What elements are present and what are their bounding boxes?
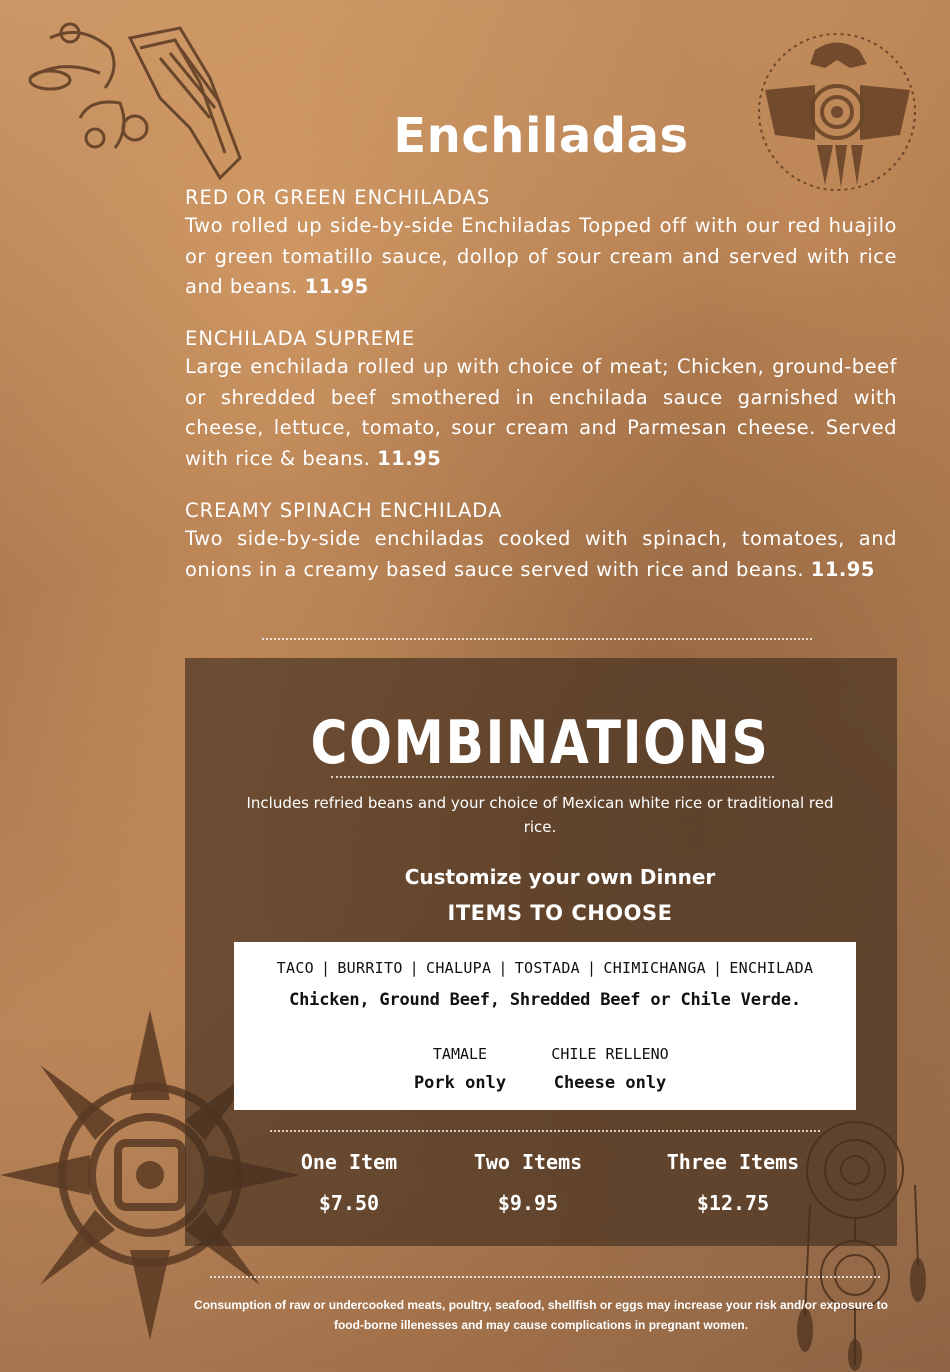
item-name: ENCHILADA SUPREME — [185, 327, 416, 350]
item-types-list: TACO | BURRITO | CHALUPA | TOSTADA | CHIMICHANGA | ENCHILADA — [276, 959, 814, 977]
item-type: ENCHILADA — [729, 959, 814, 977]
customize-title: Customize your own Dinner — [404, 865, 716, 889]
menu-item — [185, 326, 897, 474]
item-price: 11.95 — [304, 275, 369, 298]
item-description: Two rolled up side-by-side Enchiladas Topped off with our red huajilo or green tomatillo sauce, dollop of sour cream and served with rice and beans. 11.95 — [185, 214, 897, 298]
extra-item — [540, 1045, 680, 1093]
price-option-label: One Item — [300, 1150, 398, 1174]
dotted-divider — [270, 1130, 820, 1132]
extra-item-note: Cheese only — [553, 1073, 667, 1093]
dotted-divider — [262, 638, 812, 640]
extra-item-name: CHILE RELLENO — [551, 1045, 669, 1063]
price-option-amount: $9.95 — [497, 1191, 559, 1215]
items-box — [234, 942, 856, 1110]
price-option-label: Three Items — [666, 1150, 800, 1174]
price-option-label: Two Items — [473, 1150, 583, 1174]
item-description: Large enchilada rolled up with choice of meat; Chicken, ground-beef or shredded beef smothered in enchilada sauce garnished with cheese, lettuce, tomato, sour cream and Parmesan cheese. Served with rice & beans. 11.95 — [185, 355, 897, 470]
extra-item-note: Pork only — [413, 1073, 507, 1093]
price-option — [633, 1150, 833, 1215]
combinations-title: COMBINATIONS — [310, 708, 770, 778]
item-name: CREAMY SPINACH ENCHILADA — [185, 499, 503, 522]
menu-item — [185, 185, 897, 303]
item-type: BURRITO — [337, 959, 403, 977]
items-to-choose-title: ITEMS TO CHOOSE — [447, 901, 673, 925]
disclaimer: Consumption of raw or undercooked meats, poultry, seafood, shellfish or eggs may increase your risk and/or exposure to food-borne illenesses and may cause complications in pregnant women. — [194, 1298, 888, 1332]
price-option-amount: $7.50 — [318, 1191, 380, 1215]
item-price: 11.95 — [377, 446, 442, 470]
meat-choices: Chicken, Ground Beef, Shredded Beef or Chile Verde. — [289, 990, 801, 1010]
extra-item-name: TAMALE — [432, 1045, 488, 1063]
item-name: RED OR GREEN ENCHILADAS — [185, 186, 491, 209]
combinations-note: Includes refried beans and your choice of Mexican white rice or traditional red rice. — [246, 794, 834, 836]
dotted-divider — [210, 1276, 880, 1278]
item-price: 11.95 — [810, 557, 875, 581]
page-title: Enchiladas — [393, 108, 689, 164]
dotted-divider — [331, 776, 774, 778]
price-option — [249, 1150, 449, 1215]
price-option-amount: $12.75 — [696, 1191, 770, 1215]
extra-item — [404, 1045, 516, 1093]
item-description: Two side-by-side enchiladas cooked with spinach, tomatoes, and onions in a creamy based sauce served with rice and beans. 11.95 — [185, 527, 897, 581]
price-option — [428, 1150, 628, 1215]
item-type: TOSTADA — [514, 959, 581, 977]
item-type: CHALUPA — [426, 959, 492, 977]
item-type: CHIMICHANGA — [603, 959, 706, 977]
item-type: TACO — [276, 959, 314, 977]
menu-item — [185, 498, 897, 585]
